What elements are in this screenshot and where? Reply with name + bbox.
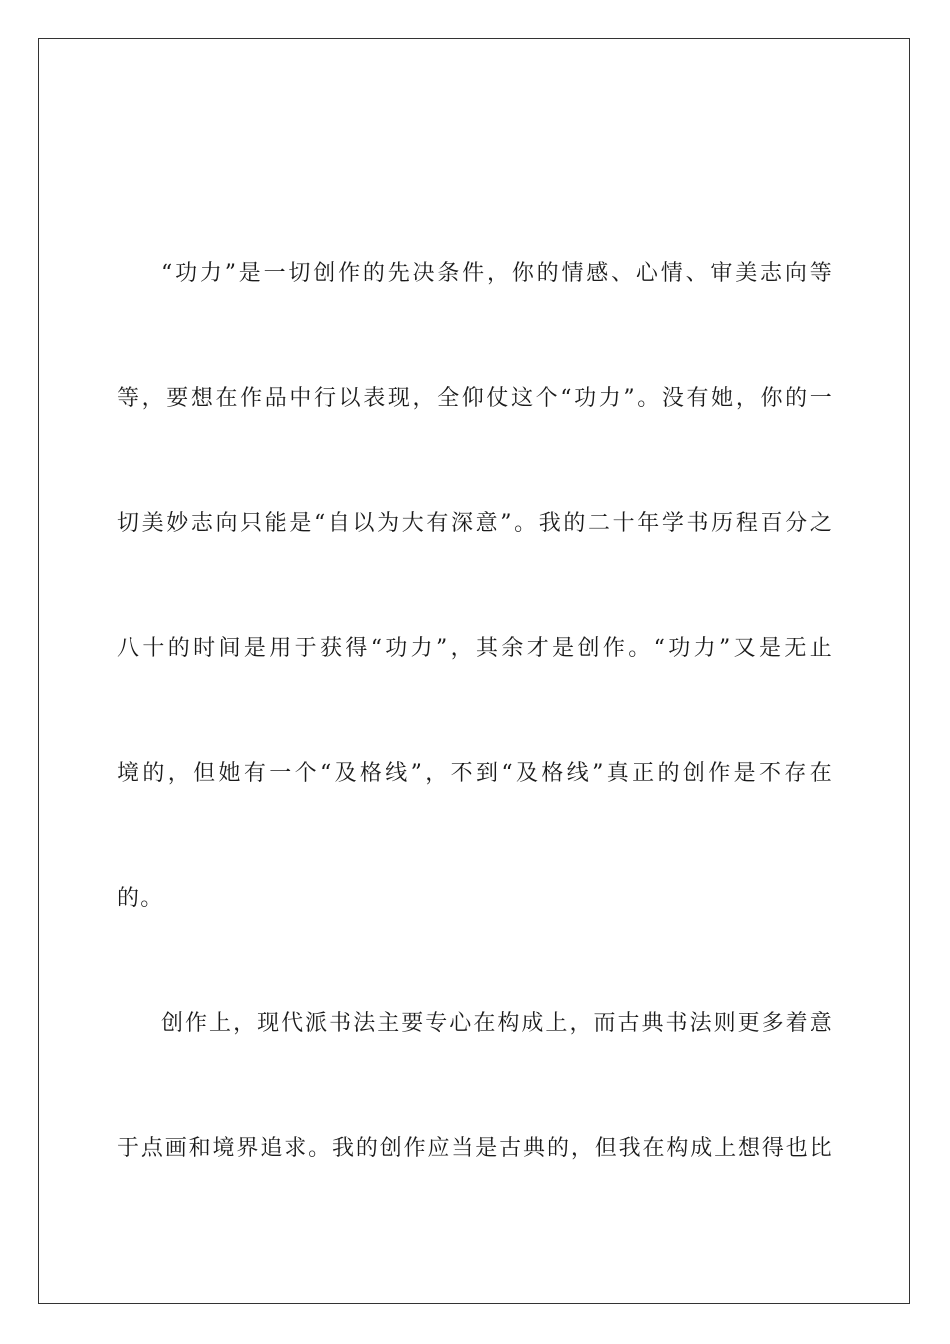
paragraph-2-line-1: 创作上，现代派书法主要专心在构成上，而古典书法则更多着意 — [161, 1011, 833, 1036]
paragraph-1-line-2: 等，要想在作品中行以表现，全仰仗这个“功力”。没有她，你的一 — [117, 386, 833, 411]
paragraph-1-line-6: 的。 — [117, 886, 164, 911]
paragraph-2-line-2: 于点画和境界追求。我的创作应当是古典的，但我在构成上想得也比 — [117, 1136, 833, 1161]
paragraph-1-line-1: “功力”是一切创作的先决条件，你的情感、心情、审美志向等 — [161, 261, 833, 286]
page-border — [38, 38, 910, 1304]
paragraph-1-line-5: 境的，但她有一个“及格线”，不到“及格线”真正的创作是不存在 — [117, 761, 833, 786]
paragraph-1-line-4: 八十的时间是用于获得“功力”，其余才是创作。“功力”又是无止 — [117, 636, 833, 661]
paragraph-1-line-3: 切美妙志向只能是“自以为大有深意”。我的二十年学书历程百分之 — [117, 511, 833, 536]
